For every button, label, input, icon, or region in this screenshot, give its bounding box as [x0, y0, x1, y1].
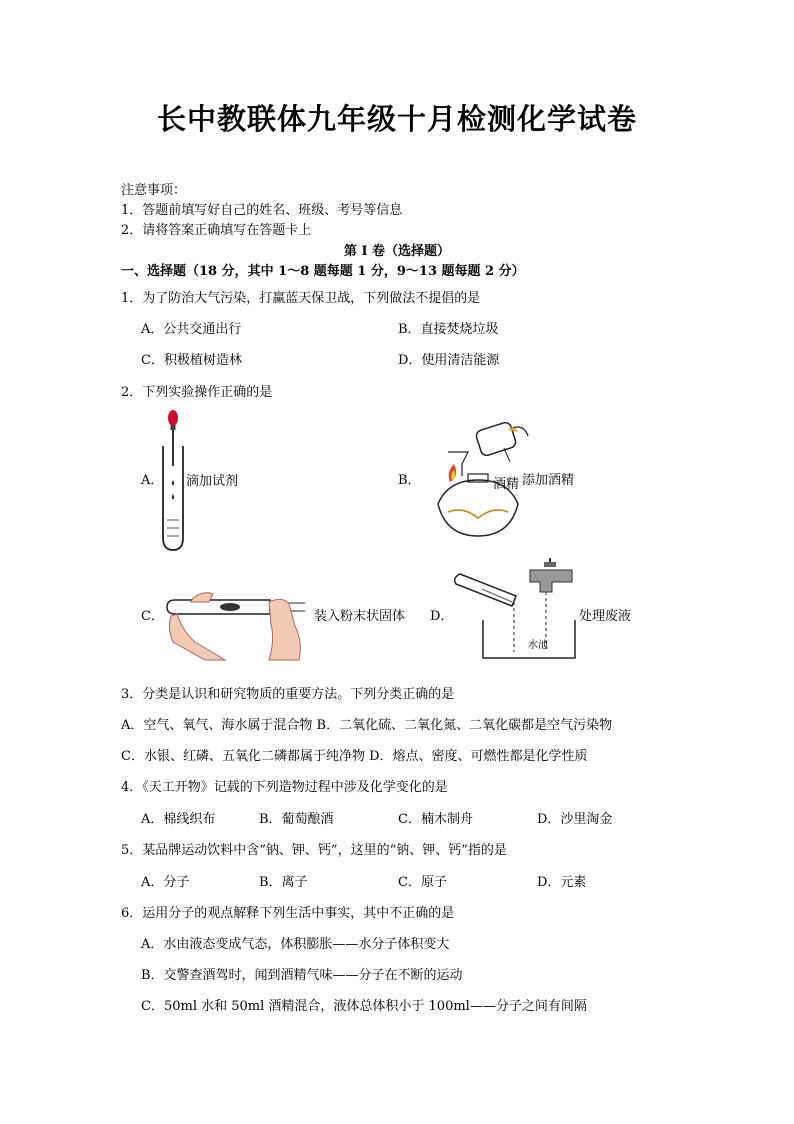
q6-option-c: C．50ml 水和 50ml 酒精混合，液体总体积小于 100ml——分子之间有间隔 — [141, 999, 587, 1014]
q2-label-sink: 水池 — [528, 640, 548, 651]
question-1-stem: 1．为了防治大气污染，打赢蓝天保卫战，下列做法不提倡的是 — [121, 291, 481, 306]
q1-option-d: D．使用清洁能源 — [398, 353, 500, 368]
question-3-stem: 3．分类是认识和研究物质的重要方法。下列分类正确的是 — [121, 687, 455, 702]
q5-option-b: B．离子 — [259, 875, 308, 890]
question-2-stem: 2．下列实验操作正确的是 — [121, 385, 273, 400]
q3-line-ab: A．空气、氧气、海水属于混合物 B．二氧化硫、二氧化氮、二氧化碳都是空气污染物 — [121, 718, 613, 733]
q1-option-b: B．直接焚烧垃圾 — [398, 322, 499, 337]
powder-test-tube-figure — [165, 580, 315, 662]
q5-option-a: A．分子 — [141, 875, 190, 890]
q6-option-a: A．水由液态变成气态，体积膨胀——水分子体积变大 — [141, 937, 450, 952]
notice-heading: 注意事项： — [121, 183, 187, 198]
q1-option-c: C．积极植树造林 — [141, 353, 242, 368]
question-4-stem: 4．《天工开物》记载的下列造物过程中涉及化学变化的是 — [121, 780, 448, 795]
q2-label-alcohol: 酒精 — [493, 477, 520, 492]
q2-label-load-powder: 装入粉末状固体 — [314, 609, 406, 624]
q2-option-a: A． — [141, 473, 164, 488]
notice-item: 1．答题前填写好自己的姓名、班级、考号等信息 — [121, 203, 403, 218]
q2-option-b: B． — [398, 473, 421, 488]
q4-option-d: D．沙里淘金 — [537, 812, 613, 827]
question-5-stem: 5．某品牌运动饮料中含“钠、钾、钙”，这里的“钠、钾、钙”指的是 — [121, 843, 507, 858]
section-title: 一、选择题（18 分，其中 1～8 题每题 1 分，9～13 题每题 2 分） — [121, 264, 525, 279]
q2-label-add-reagent: 滴加试剂 — [186, 474, 239, 489]
q5-option-c: C．原子 — [398, 875, 447, 890]
waste-sink-figure — [452, 556, 577, 660]
question-6-stem: 6．运用分子的观点解释下列生活中事实，其中不正确的是 — [121, 906, 455, 921]
q2-option-d: D． — [430, 609, 454, 624]
q4-option-a: A．棉线织布 — [141, 812, 216, 827]
q5-option-d: D．元素 — [537, 875, 587, 890]
q1-option-a: A．公共交通出行 — [141, 322, 242, 337]
q4-option-c: C．楠木制舟 — [398, 812, 473, 827]
exam-title: 长中教联体九年级十月检测化学试卷 — [156, 102, 637, 136]
part-title: 第 I 卷（选择题） — [343, 244, 451, 259]
q2-label-dispose-waste: 处理废液 — [579, 609, 632, 624]
q4-option-b: B．葡萄酿酒 — [259, 812, 334, 827]
q6-option-b: B．交警查酒驾时，闻到酒精气味——分子在不断的运动 — [141, 968, 463, 983]
q3-line-cd: C．水银、红磷、五氧化二磷都属于纯净物 D．熔点、密度、可燃性都是化学性质 — [121, 749, 588, 764]
q2-option-c: C． — [141, 609, 164, 624]
notice-item: 2．请将答案正确填写在答题卡上 — [121, 223, 312, 238]
q2-label-add-alcohol: 添加酒精 — [522, 473, 575, 488]
